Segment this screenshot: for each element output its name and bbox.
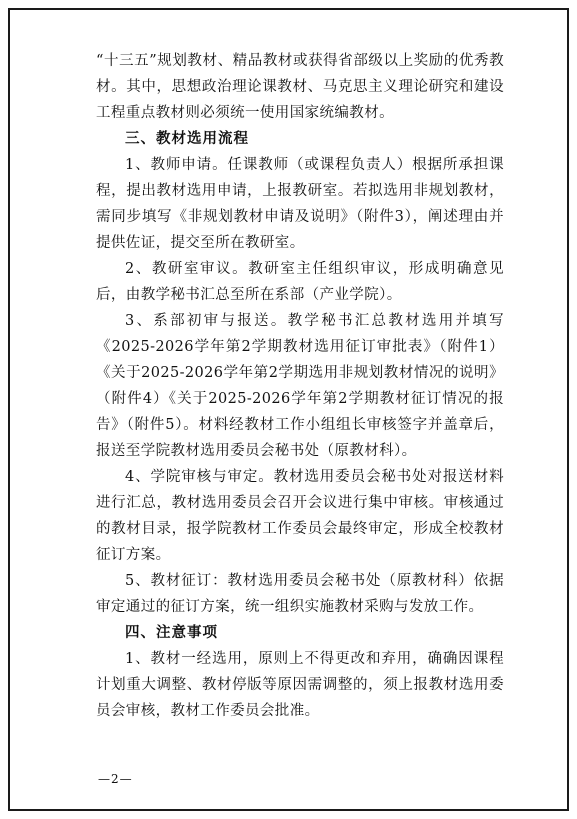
page-frame: [8, 8, 569, 811]
paragraph-step-4: 4、学院审核与审定。教材选用委员会秘书处对报送材料进行汇总，教材选用委员会召开会议进行集中审核。审核通过的教材目录，报学院教材工作委员会最终审定，形成全校教材征订方案。: [96, 469, 504, 563]
section-heading-selection-process: 三、教材选用流程: [125, 131, 249, 147]
section-heading-notes: 四、注意事项: [125, 625, 218, 641]
paragraph-step-3: 3、系部初审与报送。教学秘书汇总教材选用并填写《2025-2026学年第2学期教材选用征订审批表》（附件1）《关于2025-2026学年第2学期选用非规划教材情况的说明》（附件4）《关于2025-2026学年第2学期教材征订情况的报告》（附件5）。材料经教材工作小组组长审核签字并盖章后，报送至学院教材选用委员会秘书处（原教材科）。: [96, 313, 504, 459]
paragraph-note-1: 1、教材一经选用，原则上不得更改和弃用，确确因课程计划重大调整、教材停版等原因需调整的，须上报教材选用委员会审核，教材工作委员会批准。: [96, 651, 504, 719]
paragraph-step-5: 5、教材征订：教材选用委员会秘书处（原教材科）依据审定通过的征订方案，统一组织实施教材采购与发放工作。: [96, 573, 504, 615]
paragraph-step-1: 1、教师申请。任课教师（或课程负责人）根据所承担课程，提出教材选用申请，上报教研室。若拟选用非规划教材，需同步填写《非规划教材申请及说明》（附件3），阐述理由并提供佐证，提交至所在教研室。: [96, 157, 504, 251]
paragraph-step-2: 2、教研室审议。教研室主任组织审议，形成明确意见后，由教学秘书汇总至所在系部（产业学院）。: [96, 261, 504, 303]
paragraph-continued-text: “十三五”规划教材、精品教材或获得省部级以上奖励的优秀教材。其中，思想政治理论课教材、马克思主义理论研究和建设工程重点教材则必须统一使用国家统编教材。: [96, 53, 504, 121]
document-body: [96, 48, 504, 724]
page-number: —2—: [98, 772, 133, 786]
